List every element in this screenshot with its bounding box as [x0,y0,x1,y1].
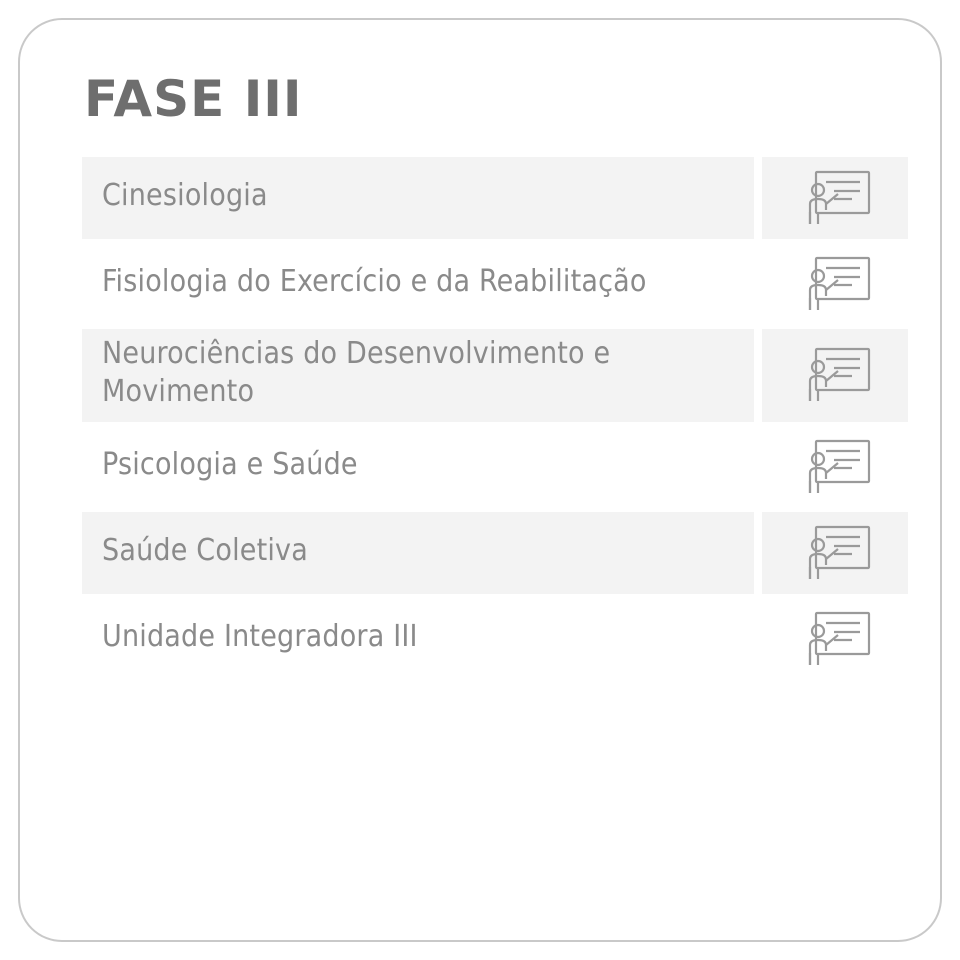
whiteboard-teacher-icon [762,157,908,239]
list-item[interactable] [82,243,882,325]
subject-list [82,157,882,680]
list-item[interactable] [82,426,882,508]
list-item[interactable] [82,512,882,594]
list-item[interactable] [82,598,882,680]
whiteboard-teacher-icon [762,426,908,508]
whiteboard-teacher-icon [762,598,908,680]
subject-label: Fisiologia do Exercício e da Reabilitação [102,263,647,299]
subject-label: Cinesiologia [82,157,754,239]
list-item[interactable] [82,157,882,239]
subject-label: Saúde Coletiva [82,512,754,594]
page-title: FASE III [84,70,303,128]
whiteboard-teacher-icon [762,243,908,325]
whiteboard-teacher-icon [762,329,908,422]
subject-label: Unidade Integradora III [102,618,418,654]
phase-card [18,18,942,942]
whiteboard-teacher-icon [762,512,908,594]
list-item[interactable] [82,329,882,422]
card-content [82,72,882,684]
subject-label: Psicologia e Saúde [102,446,358,482]
subject-label: Neurociências do Desenvolvimento e Movimento [82,329,754,422]
